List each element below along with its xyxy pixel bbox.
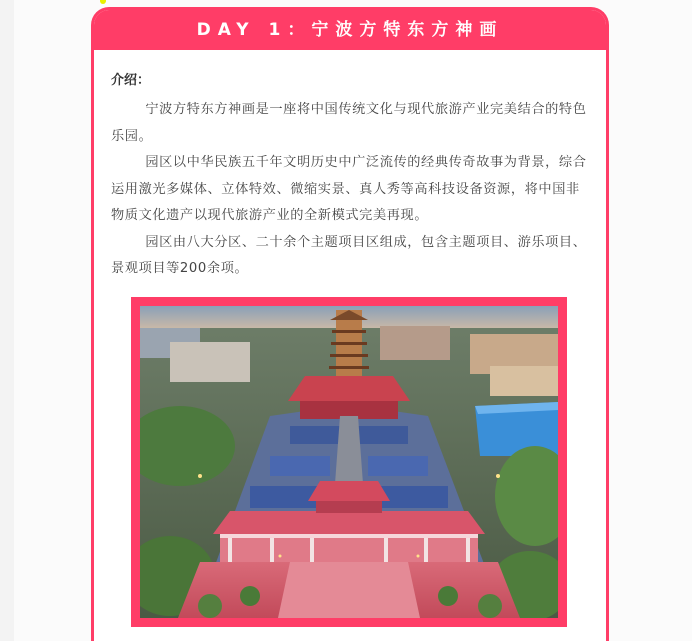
intro-paragraph-1: 宁波方特东方神画是一座将中国传统文化与现代旅游产业完美结合的特色乐园。	[111, 102, 587, 144]
intro-paragraph-3: 园区由八大分区、二十余个主题项目区组成，包含主题项目、游乐项目、景观项目等200余项。	[111, 234, 587, 276]
day-card	[91, 7, 609, 641]
theme-park-aerial-photo	[140, 306, 558, 618]
photo-frame	[131, 297, 567, 627]
intro-paragraph-2: 园区以中华民族五千年文明历史中广泛流传的经典传奇故事为背景，综合运用激光多媒体、立体特效、微缩实景、真人秀等高科技设备资源，将中国非物质文化遗产以现代旅游产业的全新模式完美再现。	[111, 155, 587, 223]
day-title: DAY 1：宁波方特东方神画	[94, 10, 606, 50]
intro-label: 介绍：	[111, 73, 151, 88]
decorative-dot	[100, 0, 106, 4]
card-body	[94, 50, 606, 283]
left-margin-strip	[0, 0, 14, 641]
